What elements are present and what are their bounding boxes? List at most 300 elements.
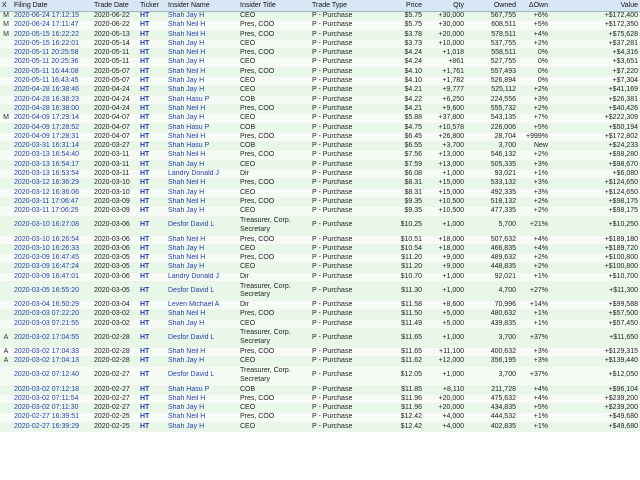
cell-x [0, 77, 12, 86]
cell-owned: 546,132 [466, 151, 518, 160]
table-row [0, 67, 640, 76]
cell-ticker[interactable]: HT [138, 404, 166, 413]
cell-price: $11.20 [386, 263, 424, 272]
cell-owned: 444,532 [466, 413, 518, 422]
cell-x [0, 254, 12, 263]
cell-filing-date[interactable]: 2020-03-31 16:31:14 [12, 142, 92, 151]
cell-delta-own: +2% [518, 207, 550, 216]
cell-price: $10.25 [386, 216, 424, 235]
cell-x [0, 301, 12, 310]
cell-filing-date[interactable]: 2020-02-27 16:39:29 [12, 422, 92, 431]
cell-insider-name[interactable]: Desfor David L [166, 328, 238, 347]
cell-insider-title: COB [238, 123, 310, 132]
cell-x [0, 39, 12, 48]
cell-insider-name[interactable]: Shah Jay H [166, 207, 238, 216]
cell-trade-date: 2020-03-11 [92, 170, 138, 179]
cell-filing-date[interactable]: 2020-03-10 16:26:54 [12, 235, 92, 244]
cell-filing-date[interactable]: 2020-04-09 17:28:31 [12, 132, 92, 141]
cell-filing-date[interactable]: 2020-03-13 16:54:17 [12, 160, 92, 169]
cell-ticker[interactable]: HT [138, 235, 166, 244]
cell-ticker[interactable]: HT [138, 170, 166, 179]
cell-filing-date[interactable]: 2020-03-02 07:12:18 [12, 385, 92, 394]
cell-owned: 543,135 [466, 114, 518, 123]
cell-x: M [0, 21, 12, 30]
cell-owned: 28,704 [466, 132, 518, 141]
cell-price: $8.31 [386, 179, 424, 188]
cell-ticker[interactable]: HT [138, 216, 166, 235]
cell-filing-date[interactable]: 2020-04-09 17:28:52 [12, 123, 92, 132]
cell-price: $10.54 [386, 244, 424, 253]
cell-filing-date[interactable]: 2020-05-11 16:43:45 [12, 77, 92, 86]
cell-x [0, 123, 12, 132]
cell-insider-name[interactable]: Shah Hasu P [166, 123, 238, 132]
cell-insider-name[interactable]: Shah Neil H [166, 179, 238, 188]
cell-trade-type: P - Purchase [310, 347, 386, 356]
cell-ticker[interactable]: HT [138, 413, 166, 422]
cell-delta-own: +5% [518, 123, 550, 132]
cell-value: +$11,650 [550, 328, 640, 347]
cell-ticker[interactable]: HT [138, 319, 166, 328]
cell-filing-date[interactable]: 2020-03-10 16:26:33 [12, 244, 92, 253]
cell-delta-own: +2% [518, 197, 550, 206]
cell-insider-name[interactable]: Landry Donald J [166, 170, 238, 179]
cell-filing-date[interactable]: 2020-03-10 16:27:08 [12, 216, 92, 235]
table-row [0, 422, 640, 431]
cell-ticker[interactable]: HT [138, 422, 166, 431]
table-row [0, 95, 640, 104]
cell-trade-date: 2020-02-27 [92, 385, 138, 394]
cell-x [0, 132, 12, 141]
table-row [0, 357, 640, 366]
col-header-x[interactable]: X [0, 0, 12, 12]
cell-owned: 93,021 [466, 170, 518, 179]
cell-insider-name[interactable]: Shah Jay H [166, 39, 238, 48]
cell-value: +$12,050 [550, 366, 640, 385]
cell-insider-title: Treasurer, Corp. Secretary [238, 328, 310, 347]
cell-ticker[interactable]: HT [138, 394, 166, 403]
cell-x [0, 244, 12, 253]
cell-qty: +9,000 [424, 254, 466, 263]
cell-insider-name[interactable]: Leven Michael A [166, 301, 238, 310]
col-header-filing-date[interactable]: Filing Date [12, 0, 92, 12]
cell-filing-date[interactable]: 2020-03-13 16:54:40 [12, 151, 92, 160]
cell-x [0, 404, 12, 413]
cell-price: $4.22 [386, 95, 424, 104]
cell-value: +$11,300 [550, 282, 640, 301]
cell-insider-name[interactable]: Shah Jay H [166, 86, 238, 95]
cell-filing-date[interactable]: 2020-04-28 16:38:23 [12, 95, 92, 104]
cell-owned: 439,835 [466, 319, 518, 328]
cell-owned: 70,996 [466, 301, 518, 310]
cell-x [0, 263, 12, 272]
cell-filing-date[interactable]: 2020-03-02 07:12:40 [12, 366, 92, 385]
cell-ticker[interactable]: HT [138, 207, 166, 216]
cell-filing-date[interactable]: 2020-03-03 07:22:20 [12, 310, 92, 319]
cell-insider-name[interactable]: Desfor David L [166, 216, 238, 235]
cell-qty: +6,250 [424, 95, 466, 104]
cell-owned: 489,632 [466, 254, 518, 263]
cell-insider-title: Pres, COO [238, 67, 310, 76]
cell-ticker[interactable]: HT [138, 151, 166, 160]
cell-trade-type: P - Purchase [310, 86, 386, 95]
table-row [0, 235, 640, 244]
col-header-price[interactable]: Price [386, 0, 424, 12]
cell-delta-own: +1% [518, 170, 550, 179]
cell-ticker[interactable]: HT [138, 160, 166, 169]
cell-value: +$98,280 [550, 151, 640, 160]
col-header-trade-date[interactable]: Trade Date [92, 0, 138, 12]
cell-qty: +1,018 [424, 49, 466, 58]
col-header-delta-own[interactable]: ΔOwn [518, 0, 550, 12]
table-row [0, 272, 640, 281]
cell-price: $3.73 [386, 39, 424, 48]
cell-trade-date: 2020-06-22 [92, 12, 138, 21]
cell-trade-type: P - Purchase [310, 123, 386, 132]
cell-ticker[interactable]: HT [138, 282, 166, 301]
cell-price: $4.75 [386, 123, 424, 132]
table-row [0, 86, 640, 95]
cell-x [0, 197, 12, 206]
cell-insider-name[interactable]: Shah Jay H [166, 263, 238, 272]
cell-insider-name[interactable]: Shah Jay H [166, 114, 238, 123]
cell-trade-type: P - Purchase [310, 301, 386, 310]
cell-ticker[interactable]: HT [138, 244, 166, 253]
cell-ticker[interactable]: HT [138, 254, 166, 263]
cell-trade-date: 2020-02-25 [92, 422, 138, 431]
cell-insider-name[interactable]: Shah Jay H [166, 12, 238, 21]
cell-qty: +1,000 [424, 328, 466, 347]
cell-insider-name[interactable]: Desfor David L [166, 366, 238, 385]
cell-insider-name[interactable]: Shah Hasu P [166, 95, 238, 104]
cell-x: A [0, 347, 12, 356]
cell-filing-date[interactable]: 2020-04-28 16:38:00 [12, 104, 92, 113]
cell-insider-name[interactable]: Desfor David L [166, 282, 238, 301]
cell-insider-name[interactable]: Shah Neil H [166, 104, 238, 113]
cell-insider-name[interactable]: Shah Neil H [166, 49, 238, 58]
cell-trade-date: 2020-02-27 [92, 394, 138, 403]
cell-filing-date[interactable]: 2020-06-24 17:11:47 [12, 21, 92, 30]
cell-trade-date: 2020-03-27 [92, 142, 138, 151]
cell-filing-date[interactable]: 2020-05-11 16:44:08 [12, 67, 92, 76]
cell-insider-name[interactable]: Shah Neil H [166, 21, 238, 30]
cell-trade-type: P - Purchase [310, 30, 386, 39]
cell-insider-name[interactable]: Shah Neil H [166, 394, 238, 403]
cell-price: $11.49 [386, 319, 424, 328]
cell-insider-title: Dir [238, 170, 310, 179]
cell-filing-date[interactable]: 2020-04-28 16:38:46 [12, 86, 92, 95]
cell-trade-date: 2020-03-09 [92, 207, 138, 216]
cell-x [0, 413, 12, 422]
cell-trade-type: P - Purchase [310, 12, 386, 21]
cell-ticker[interactable]: HT [138, 263, 166, 272]
cell-price: $9.35 [386, 207, 424, 216]
cell-value: +$7,304 [550, 77, 640, 86]
table-body [0, 12, 640, 432]
cell-ticker[interactable]: HT [138, 188, 166, 197]
cell-value: +$7,220 [550, 67, 640, 76]
cell-trade-date: 2020-05-11 [92, 49, 138, 58]
cell-trade-date: 2020-04-07 [92, 114, 138, 123]
cell-insider-title: Dir [238, 301, 310, 310]
cell-insider-name[interactable]: Shah Neil H [166, 132, 238, 141]
cell-value: +$100,800 [550, 254, 640, 263]
cell-trade-type: P - Purchase [310, 413, 386, 422]
cell-x [0, 95, 12, 104]
cell-filing-date[interactable]: 2020-03-03 07:21:55 [12, 319, 92, 328]
cell-insider-name[interactable]: Shah Neil H [166, 197, 238, 206]
table-row [0, 404, 640, 413]
cell-filing-date[interactable]: 2020-03-09 16:47:01 [12, 272, 92, 281]
cell-qty: +10,500 [424, 197, 466, 206]
cell-insider-name[interactable]: Shah Jay H [166, 422, 238, 431]
cell-insider-title: CEO [238, 86, 310, 95]
cell-ticker[interactable]: HT [138, 58, 166, 67]
cell-price: $4.21 [386, 104, 424, 113]
cell-delta-own: +2% [518, 263, 550, 272]
cell-price: $11.65 [386, 347, 424, 356]
cell-insider-name[interactable]: Shah Neil H [166, 30, 238, 39]
cell-price: $12.42 [386, 413, 424, 422]
cell-insider-name[interactable]: Shah Jay H [166, 58, 238, 67]
cell-ticker[interactable]: HT [138, 21, 166, 30]
cell-insider-name[interactable]: Shah Neil H [166, 67, 238, 76]
cell-delta-own: +2% [518, 151, 550, 160]
cell-filing-date[interactable]: 2020-03-02 17:04:55 [12, 328, 92, 347]
cell-qty: +13,000 [424, 151, 466, 160]
cell-qty: +3,700 [424, 142, 466, 151]
cell-value: +$99,588 [550, 301, 640, 310]
cell-filing-date[interactable]: 2020-05-11 20:25:36 [12, 58, 92, 67]
cell-delta-own: +7% [518, 114, 550, 123]
cell-qty: +1,782 [424, 77, 466, 86]
cell-ticker[interactable]: HT [138, 104, 166, 113]
cell-ticker[interactable]: HT [138, 272, 166, 281]
cell-x [0, 67, 12, 76]
cell-ticker[interactable]: HT [138, 123, 166, 132]
cell-owned: 356,195 [466, 357, 518, 366]
cell-insider-title: COB [238, 95, 310, 104]
cell-delta-own: +37% [518, 366, 550, 385]
cell-filing-date[interactable]: 2020-06-24 17:12:15 [12, 12, 92, 21]
cell-x: A [0, 328, 12, 347]
cell-price: $12.42 [386, 422, 424, 431]
cell-ticker[interactable]: HT [138, 39, 166, 48]
cell-insider-title: CEO [238, 160, 310, 169]
cell-price: $4.24 [386, 58, 424, 67]
cell-trade-date: 2020-02-28 [92, 347, 138, 356]
cell-insider-title: CEO [238, 77, 310, 86]
cell-filing-date[interactable]: 2020-03-04 16:50:29 [12, 301, 92, 310]
cell-trade-date: 2020-03-09 [92, 197, 138, 206]
cell-delta-own: +2% [518, 104, 550, 113]
cell-ticker[interactable]: HT [138, 95, 166, 104]
cell-price: $11.30 [386, 282, 424, 301]
cell-x [0, 235, 12, 244]
cell-ticker[interactable]: HT [138, 114, 166, 123]
cell-filing-date[interactable]: 2020-05-15 16:22:22 [12, 30, 92, 39]
cell-x [0, 422, 12, 431]
cell-filing-date[interactable]: 2020-03-02 17:04:13 [12, 357, 92, 366]
cell-value: +$75,628 [550, 30, 640, 39]
col-header-owned[interactable]: Owned [466, 0, 518, 12]
cell-insider-name[interactable]: Shah Jay H [166, 404, 238, 413]
cell-filing-date[interactable]: 2020-04-09 17:29:14 [12, 114, 92, 123]
cell-insider-name[interactable]: Shah Jay H [166, 357, 238, 366]
cell-ticker[interactable]: HT [138, 357, 166, 366]
cell-price: $12.05 [386, 366, 424, 385]
cell-insider-name[interactable]: Shah Jay H [166, 188, 238, 197]
cell-ticker[interactable]: HT [138, 347, 166, 356]
cell-owned: 226,006 [466, 123, 518, 132]
cell-delta-own: +1% [518, 310, 550, 319]
cell-price: $7.59 [386, 160, 424, 169]
col-header-qty[interactable]: Qty [424, 0, 466, 12]
table-row [0, 216, 640, 235]
cell-trade-date: 2020-05-14 [92, 39, 138, 48]
cell-trade-type: P - Purchase [310, 179, 386, 188]
cell-owned: 558,511 [466, 49, 518, 58]
cell-insider-name[interactable]: Shah Neil H [166, 413, 238, 422]
cell-filing-date[interactable]: 2020-05-15 16:22:01 [12, 39, 92, 48]
cell-filing-date[interactable]: 2020-05-11 20:25:58 [12, 49, 92, 58]
cell-trade-type: P - Purchase [310, 319, 386, 328]
cell-insider-name[interactable]: Shah Neil H [166, 151, 238, 160]
cell-ticker[interactable]: HT [138, 328, 166, 347]
table-row [0, 21, 640, 30]
cell-trade-date: 2020-04-24 [92, 86, 138, 95]
cell-delta-own: +4% [518, 235, 550, 244]
cell-filing-date[interactable]: 2020-03-02 07:11:30 [12, 404, 92, 413]
cell-insider-name[interactable]: Shah Neil H [166, 254, 238, 263]
cell-qty: +8,600 [424, 301, 466, 310]
cell-trade-type: P - Purchase [310, 114, 386, 123]
cell-trade-date: 2020-02-27 [92, 404, 138, 413]
cell-insider-name[interactable]: Landry Donald J [166, 272, 238, 281]
cell-delta-own: +4% [518, 30, 550, 39]
cell-insider-name[interactable]: Shah Jay H [166, 160, 238, 169]
cell-trade-date: 2020-04-07 [92, 132, 138, 141]
cell-insider-name[interactable]: Shah Jay H [166, 77, 238, 86]
cell-insider-title: Pres, COO [238, 413, 310, 422]
cell-price: $9.35 [386, 197, 424, 206]
cell-delta-own: +3% [518, 179, 550, 188]
cell-insider-name[interactable]: Shah Neil H [166, 235, 238, 244]
cell-delta-own: +21% [518, 216, 550, 235]
cell-qty: +1,000 [424, 366, 466, 385]
cell-insider-name[interactable]: Shah Hasu P [166, 142, 238, 151]
cell-filing-date[interactable]: 2020-03-02 07:11:54 [12, 394, 92, 403]
cell-price: $10.51 [386, 235, 424, 244]
cell-delta-own: +4% [518, 394, 550, 403]
cell-price: $5.75 [386, 21, 424, 30]
table-row [0, 319, 640, 328]
cell-insider-title: Dir [238, 272, 310, 281]
table-row [0, 170, 640, 179]
cell-delta-own: +3% [518, 347, 550, 356]
cell-filing-date[interactable]: 2020-03-12 16:36:29 [12, 179, 92, 188]
cell-delta-own: +6% [518, 12, 550, 21]
cell-insider-title: Pres, COO [238, 179, 310, 188]
cell-ticker[interactable]: HT [138, 179, 166, 188]
cell-trade-type: P - Purchase [310, 282, 386, 301]
cell-insider-title: Pres, COO [238, 104, 310, 113]
cell-value: +$98,670 [550, 160, 640, 169]
cell-insider-title: CEO [238, 39, 310, 48]
cell-price: $7.56 [386, 151, 424, 160]
cell-ticker[interactable]: HT [138, 30, 166, 39]
table-row [0, 49, 640, 58]
table-row [0, 39, 640, 48]
cell-filing-date[interactable]: 2020-03-09 16:47:45 [12, 254, 92, 263]
cell-trade-type: P - Purchase [310, 21, 386, 30]
cell-insider-name[interactable]: Shah Neil H [166, 347, 238, 356]
cell-trade-date: 2020-04-24 [92, 104, 138, 113]
cell-ticker[interactable]: HT [138, 301, 166, 310]
cell-ticker[interactable]: HT [138, 67, 166, 76]
cell-owned: 400,632 [466, 347, 518, 356]
cell-insider-name[interactable]: Shah Jay H [166, 244, 238, 253]
cell-ticker[interactable]: HT [138, 12, 166, 21]
cell-insider-title: CEO [238, 244, 310, 253]
cell-value: +$139,440 [550, 357, 640, 366]
cell-filing-date[interactable]: 2020-02-27 16:39:51 [12, 413, 92, 422]
cell-filing-date[interactable]: 2020-03-05 16:55:20 [12, 282, 92, 301]
cell-qty: +9,000 [424, 263, 466, 272]
cell-value: +$124,650 [550, 188, 640, 197]
cell-insider-title: CEO [238, 12, 310, 21]
cell-insider-title: Pres, COO [238, 394, 310, 403]
col-header-ticker[interactable]: Ticker [138, 0, 166, 12]
cell-filing-date[interactable]: 2020-03-11 17:06:47 [12, 197, 92, 206]
cell-trade-date: 2020-03-02 [92, 310, 138, 319]
col-header-insider-name[interactable]: Insider Name [166, 0, 238, 12]
cell-delta-own: 0% [518, 58, 550, 67]
cell-qty: +9,777 [424, 86, 466, 95]
col-header-value[interactable]: Value [550, 0, 640, 12]
cell-owned: 3,700 [466, 142, 518, 151]
cell-price: $11.62 [386, 357, 424, 366]
cell-trade-type: P - Purchase [310, 142, 386, 151]
cell-insider-title: Pres, COO [238, 49, 310, 58]
cell-trade-type: P - Purchase [310, 49, 386, 58]
cell-qty: +10,500 [424, 207, 466, 216]
cell-ticker[interactable]: HT [138, 77, 166, 86]
col-header-insider-title[interactable]: Insider Title [238, 0, 310, 12]
cell-delta-own: +2% [518, 86, 550, 95]
cell-filing-date[interactable]: 2020-03-13 16:53:54 [12, 170, 92, 179]
cell-insider-title: Pres, COO [238, 347, 310, 356]
cell-filing-date[interactable]: 2020-03-02 17:04:33 [12, 347, 92, 356]
col-header-trade-type[interactable]: Trade Type [310, 0, 386, 12]
cell-filing-date[interactable]: 2020-03-09 16:47:24 [12, 263, 92, 272]
cell-filing-date[interactable]: 2020-03-11 17:06:25 [12, 207, 92, 216]
cell-ticker[interactable]: HT [138, 49, 166, 58]
cell-ticker[interactable]: HT [138, 86, 166, 95]
cell-ticker[interactable]: HT [138, 385, 166, 394]
cell-filing-date[interactable]: 2020-03-12 16:36:06 [12, 188, 92, 197]
cell-trade-type: P - Purchase [310, 357, 386, 366]
cell-insider-name[interactable]: Shah Jay H [166, 319, 238, 328]
cell-ticker[interactable]: HT [138, 310, 166, 319]
cell-ticker[interactable]: HT [138, 132, 166, 141]
cell-ticker[interactable]: HT [138, 366, 166, 385]
cell-insider-name[interactable]: Shah Neil H [166, 310, 238, 319]
cell-insider-name[interactable]: Shah Hasu P [166, 385, 238, 394]
cell-trade-date: 2020-06-22 [92, 21, 138, 30]
cell-delta-own: +2% [518, 39, 550, 48]
cell-ticker[interactable]: HT [138, 197, 166, 206]
cell-ticker[interactable]: HT [138, 142, 166, 151]
